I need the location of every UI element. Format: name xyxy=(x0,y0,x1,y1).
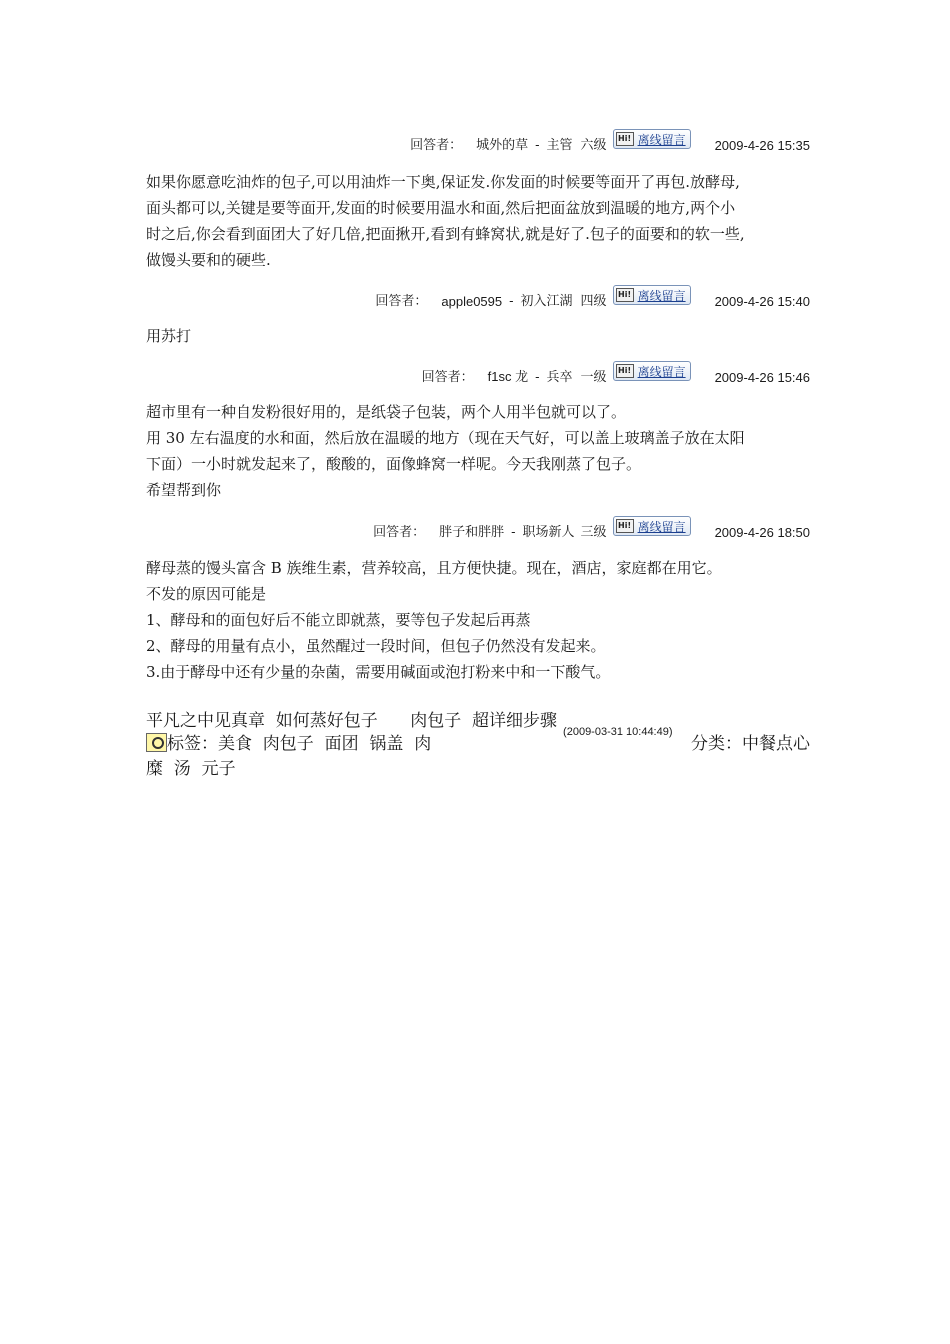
tags-line-continued: 糜 汤 元子 xyxy=(146,759,236,779)
blog-title-row xyxy=(146,706,810,738)
tags-row xyxy=(146,732,810,782)
offline-message-button[interactable]: Hi! 离线留言 xyxy=(613,516,691,536)
hi-icon: Hi! xyxy=(616,519,634,533)
blog-date: (2009-03-31 10:44:49) xyxy=(563,726,673,738)
separator: - xyxy=(509,294,514,309)
answer-date: 2009-4-26 15:40 xyxy=(714,294,810,309)
separator: - xyxy=(511,525,516,540)
answer-body: 如果你愿意吃油炸的包子,可以用油炸一下奥,保证发.你发面的时候要等面开了再包.放酵母, 面头都可以,关键是要等面开,发面的时候要用温水和面,然后把面盆放到温暖的地方,两个小 时之后,你会看到面团大了好几倍,把面揪开,看到有蜂窝状,就是好了.包子的面要和的软一些, 做馒头要和的硬些. xyxy=(146,173,745,269)
hi-icon: Hi! xyxy=(616,288,634,302)
answerer-label: 回答者： xyxy=(410,138,463,153)
answerer-rank: 主管 xyxy=(546,138,573,153)
answerer-level: 一级 xyxy=(580,370,607,385)
tag-icon xyxy=(146,733,167,752)
answerer-rank: 初入江湖 xyxy=(520,294,573,309)
answerer-label: 回答者： xyxy=(421,370,474,385)
answerer-name[interactable]: apple0595 xyxy=(441,294,503,309)
tags-line: 标签：美食 肉包子 面团 锅盖 肉 xyxy=(167,734,432,754)
answerer-level: 三级 xyxy=(580,525,607,540)
answer-meta xyxy=(146,285,810,309)
hi-icon: Hi! xyxy=(616,132,634,146)
offline-message-button[interactable]: Hi! 离线留言 xyxy=(613,129,691,149)
answer-date: 2009-4-26 15:35 xyxy=(714,138,810,153)
answer-body: 酵母蒸的馒头富含 B 族维生素，营养较高，且方便快捷。现在，酒店，家庭都在用它。 不发的原因可能是 1、酵母和的面包好后不能立即就蒸，要等包子发起后再蒸 2、酵母的用量有点小，虽然醒过一段时间，但包子仍然没有发起来。 3.由于酵母中还有少量的杂菌，需要用碱面或泡打粉来中和一下酸气。 xyxy=(146,559,722,681)
answer-meta xyxy=(146,361,810,385)
answer-date: 2009-4-26 18:50 xyxy=(714,525,810,540)
answerer-rank: 兵卒 xyxy=(546,370,573,385)
answerer-level: 六级 xyxy=(580,138,607,153)
answer-body: 超市里有一种自发粉很好用的，是纸袋子包装，两个人用半包就可以了。 用 30 左右温度的水和面，然后放在温暖的地方（现在天气好，可以盖上玻璃盖子放在太阳 下面）一小时就发起来了，酸酸的，面像蜂窝一样呢。今天我刚蒸了包子。 希望帮到你 xyxy=(146,403,745,499)
answerer-name[interactable]: f1sc 龙 xyxy=(487,369,529,384)
answerer-label: 回答者： xyxy=(373,525,426,540)
answerer-label: 回答者： xyxy=(375,294,428,309)
answerer-level: 四级 xyxy=(580,294,607,309)
separator: - xyxy=(535,138,540,153)
offline-message-button[interactable]: Hi! 离线留言 xyxy=(613,361,691,381)
separator: - xyxy=(535,370,540,385)
answer-meta xyxy=(146,129,810,153)
answer-meta xyxy=(146,516,810,540)
hi-icon: Hi! xyxy=(616,364,634,378)
blog-title[interactable]: 平凡之中见真章 如何蒸好包子 肉包子 超详细步骤 xyxy=(146,711,558,731)
offline-message-button[interactable]: Hi! 离线留言 xyxy=(613,285,691,305)
answerer-name[interactable]: 胖子和胖胖 xyxy=(439,524,505,539)
answer-body: 用苏打 xyxy=(146,327,192,345)
answer-date: 2009-4-26 15:46 xyxy=(714,370,810,385)
category[interactable]: 分类：中餐点心 xyxy=(691,734,810,754)
answerer-name[interactable]: 城外的草 xyxy=(476,137,529,152)
answerer-rank: 职场新人 xyxy=(522,525,575,540)
